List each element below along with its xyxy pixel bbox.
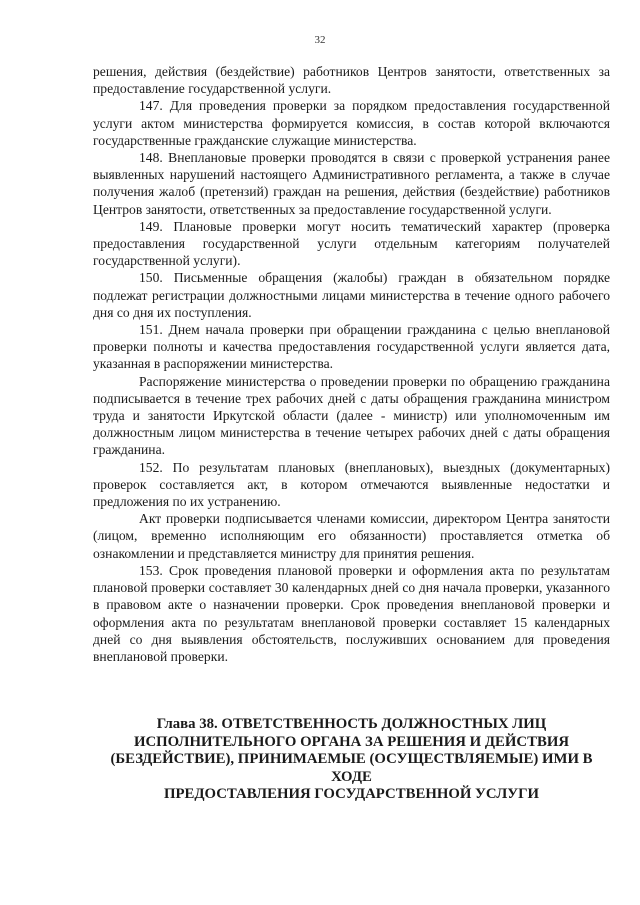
chapter-title [93, 716, 610, 804]
chapter-title-line: ПРЕДОСТАВЛЕНИЯ ГОСУДАРСТВЕННОЙ УСЛУГИ [163, 786, 540, 803]
page-number: 32 [314, 34, 326, 46]
paragraph-continuation: решения, действия (бездействие) работников Центров занятости, ответственных за предоставление государственной услуги. [93, 64, 610, 97]
body-text [93, 63, 610, 665]
paragraph-150: 150. Письменные обращения (жалобы) граждан в обязательном порядке подлежат регистрации должностными лицами министерства в течение одного рабочего дня со дня их поступления. [93, 270, 610, 320]
chapter-title-line: Глава 38. ОТВЕТСТВЕННОСТЬ ДОЛЖНОСТНЫХ ЛИЦ [156, 716, 547, 732]
chapter-title-line: ИСПОЛНИТЕЛЬНОГО ОРГАНА ЗА РЕШЕНИЯ И ДЕЙСТВИЯ [133, 733, 570, 750]
paragraph-153: 153. Срок проведения плановой проверки и оформления акта по результатам плановой проверки составляет 30 календарных дней со дня начала проверки, указанного в правовом акте о назначении проверки. Срок проведения внеплановой проверки и оформления акта по результатам внеплановой проверки составляет 15 календарных дней со дня выявления обстоятельств, послуживших основанием для проведения внеплановой проверки. [93, 562, 610, 664]
paragraph-act-signing: Акт проверки подписывается членами комиссии, директором Центра занятости (лицом, временно исполняющим его обязанности) проставляется отметка об ознакомлении и представляется министру для принятия решения. [93, 511, 610, 561]
paragraph-152: 152. По результатам плановых (внеплановых), выездных (документарных) проверок составляется акт, в котором отмечаются выявленные недостатки и предложения по их устранению. [93, 459, 610, 510]
paragraph-151: 151. Днем начала проверки при обращении гражданина с целью внеплановой проверки полноты и качества предоставления государственной услуги является дата, указанная в распоряжении министерства. [93, 322, 610, 372]
chapter-title-line: (БЕЗДЕЙСТВИЕ), ПРИНИМАЕМЫЕ (ОСУЩЕСТВЛЯЕМЫЕ) ИМИ В ХОДЕ [110, 751, 593, 785]
paragraph-149: 149. Плановые проверки могут носить тематический характер (проверка предоставления государственной услуги отдельным категориям получателей государственной услуги). [93, 218, 610, 269]
paragraph-147: 147. Для проведения проверки за порядком предоставления государственной услуги актом министерства формируется комиссия, в состав которой включаются государственные гражданские служащие министерства. [93, 98, 610, 148]
paragraph-order-signing: Распоряжение министерства о проведении проверки по обращению гражданина подписывается в течение трех рабочих дней с даты обращения гражданина министром труда и занятости Иркутской области (далее - министр) или уполномоченным им должностным лицом министерства в течение четырех рабочих дней с даты обращения гражданина. [93, 373, 610, 458]
paragraph-148: 148. Внеплановые проверки проводятся в связи с проверкой устранения ранее выявленных нарушений настоящего Административного регламента, а также в случае получения жалоб (претензий) граждан на решения, действия (бездействие) работников Центров занятости, ответственных за предоставление государственной услуги. [93, 150, 610, 217]
